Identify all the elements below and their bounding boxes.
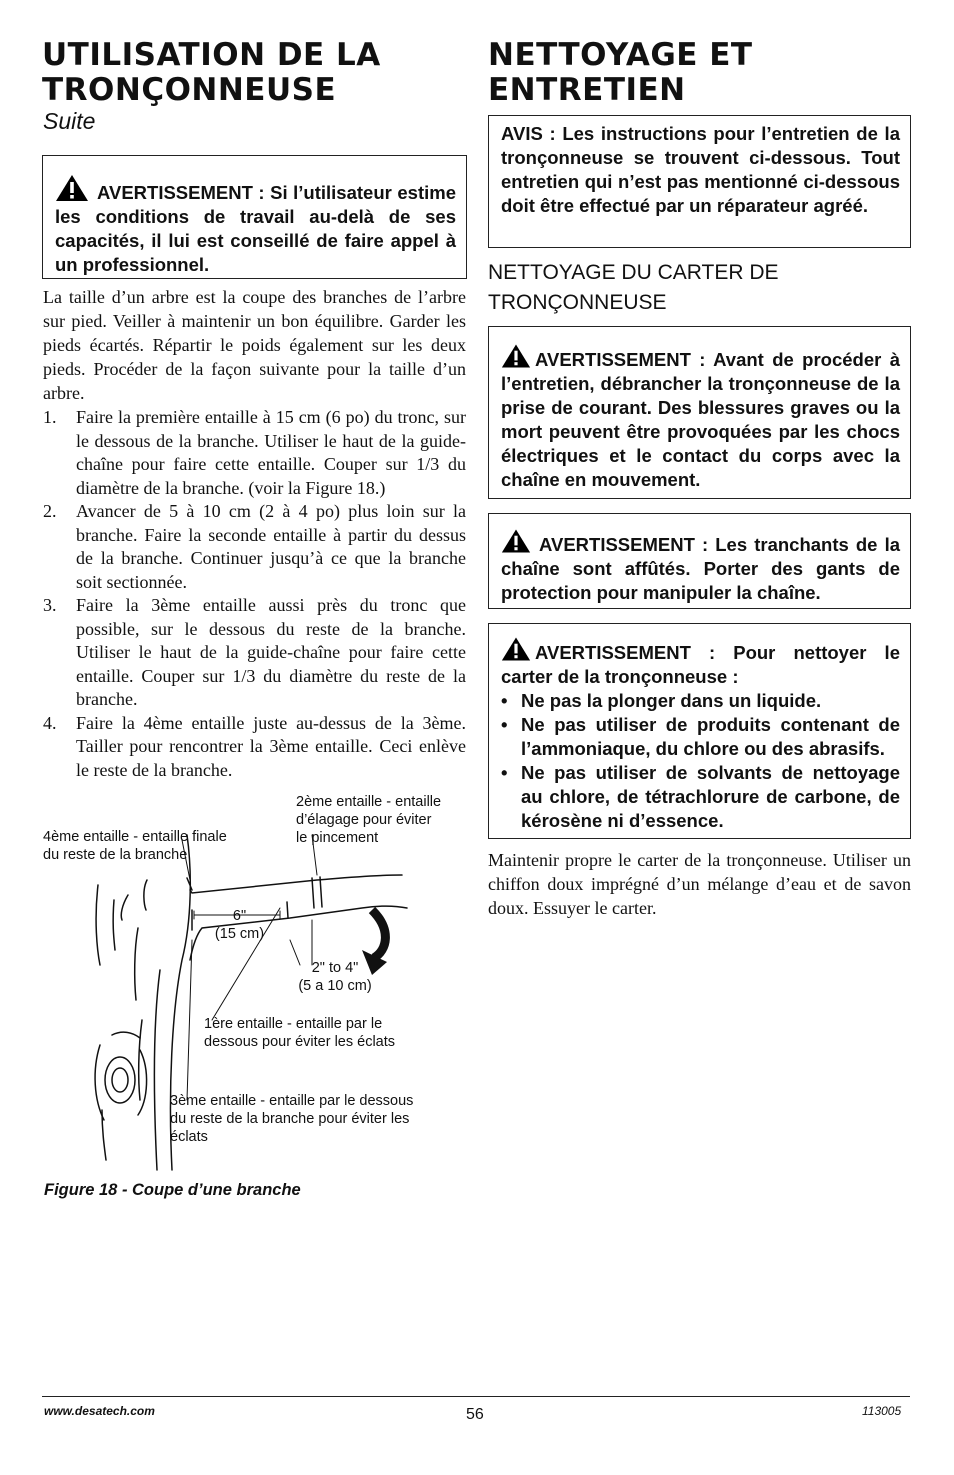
step-item: 1. Faire la première entaille à 15 cm (6 po) du tronc, sur le dessous de la branche. Utiliser le haut de la guide-chaîne pour faire cette entaille. Couper sur 1/3 du diamètre de la branche. (voir la Figure 18.): [43, 407, 466, 498]
cut-2b: [320, 877, 322, 907]
intro-paragraph: La taille d’un arbre est la coupe des branches de l’arbre sur pied. Veiller à maintenir un bon équilibre. Garder les pieds écartés. Répartir le poids également sur les deux pieds. Procéder de la façon suivante pour la taille d’un arbre.: [43, 287, 466, 403]
branch-top-edge: [190, 875, 402, 893]
notice-box: [488, 115, 911, 248]
warning-triangle-icon: [501, 343, 531, 369]
warning-text: AVERTISSEMENT : Pour nettoyer le carter de la tronçonneuse :: [501, 642, 900, 687]
warning-text: AVERTISSEMENT : Avant de procéder à l’entretien, débrancher la tronçonneuse de la prise de courant. Des blessures graves ou la mort peuvent être provoquées par les chocs électriques et le contact du corps avec la chaîne en mouvement.: [501, 349, 900, 490]
warning-triangle-icon: [501, 528, 531, 554]
warning-box-professional: [42, 155, 467, 279]
warning-triangle-icon: [55, 174, 89, 202]
warning-bullet-list: [501, 689, 900, 833]
step-item: 2. Avancer de 5 à 10 cm (2 à 4 po) plus loin sur la branche. Faire la seconde entaille à partir du dessus de la branche. Continuer jusqu’à ce que la branche soit sectionnée.: [43, 501, 466, 592]
warning-text: AVERTISSEMENT : Les tranchants de la chaîne sont affûtés. Porter des gants de protection pour manipuler la chaîne.: [501, 534, 900, 603]
warning-bullet-item: • Ne pas la plonger dans un liquide.: [501, 689, 900, 713]
footer-doc-code: 113005: [862, 1404, 902, 1418]
section-title-line1: NETTOYAGE ET: [488, 37, 753, 73]
figure-caption: Figure 18 - Coupe d’une branche: [44, 1181, 301, 1199]
trunk-inner-line: [154, 970, 160, 1170]
notice-text: AVIS : Les instructions pour l’entretien de la tronçonneuse se trouvent ci-dessous. Tout entretien qui n’est pas mentionné ci-dessous doit être effectué par un réparateur agréé.: [501, 123, 900, 216]
step-item: 4. Faire la 4ème entaille juste au-dessus de la 3ème. Tailler pour rencontrer la 3ème entaille. Ceci enlève le reste de la branche.: [43, 712, 466, 780]
warning-box-unplug: [488, 326, 911, 499]
figure-label-1st-cut: 1ère entaille - entaille par le dessous pour éviter les éclats: [204, 1016, 396, 1050]
cut-1: [287, 902, 288, 918]
section-title-line1: UTILISATION DE LA: [42, 37, 381, 73]
warning-text: AVERTISSEMENT : Si l’utilisateur estime les conditions de travail au-delà de ses capacités, il lui est conseillé de faire appel à un professionnel.: [55, 182, 456, 275]
steps-list: [43, 406, 466, 782]
section-subtitle: Suite: [43, 108, 96, 134]
section-title-line2: TRONÇONNEUSE: [42, 72, 337, 108]
warning-box-cleaning: [488, 623, 911, 839]
section-title-line2: ENTRETIEN: [488, 72, 686, 108]
subsection-title-line2: TRONÇONNEUSE: [488, 291, 667, 314]
falling-arrow-icon: [372, 910, 385, 958]
warning-bullet-item: • Ne pas utiliser de solvants de nettoyage au chlore, de tétrachlorure de carbone, de kérosène ni d’essence.: [501, 761, 900, 833]
figure-label-3rd-cut: 3ème entaille - entaille par le dessous du reste de la branche pour éviter les éclats: [170, 1093, 414, 1145]
warning-box-sharp-chain: [488, 513, 911, 609]
cleaning-paragraph: Maintenir propre le carter de la tronçonneuse. Utiliser un chiffon doux imprégné d’un mélange d’eau et de savon doux. Essuyer le carter.: [488, 850, 911, 918]
cut-2a: [312, 878, 314, 908]
step-item: 3. Faire la 3ème entaille aussi près du tronc que possible, sur le dessous du reste de la branche. Utiliser le haut de la guide-chaîne pour faire cette entaille. Couper sur 1/3 du diamètre du reste de la branche.: [43, 595, 466, 709]
warning-bullet-item: • Ne pas utiliser de produits contenant de l’ammoniaque, du chlore ou des abrasifs.: [501, 713, 900, 761]
subsection-title-line1: NETTOYAGE DU CARTER DE: [488, 261, 779, 284]
page-number: 56: [466, 1406, 484, 1423]
figure-label-4th-cut: 4ème entaille - entaille finale du reste de la branche: [43, 829, 227, 863]
figure-dim-6in: 6" (15 cm): [214, 908, 265, 942]
figure-dim-2to4in: 2" to 4" (5 a 10 cm): [298, 960, 372, 994]
warning-triangle-icon: [501, 636, 531, 662]
figure-label-2nd-cut: 2ème entaille - entaille d’élagage pour éviter le pincement: [296, 794, 442, 846]
footer-website: www.desatech.com: [44, 1404, 155, 1418]
footer-divider: [42, 1396, 910, 1397]
